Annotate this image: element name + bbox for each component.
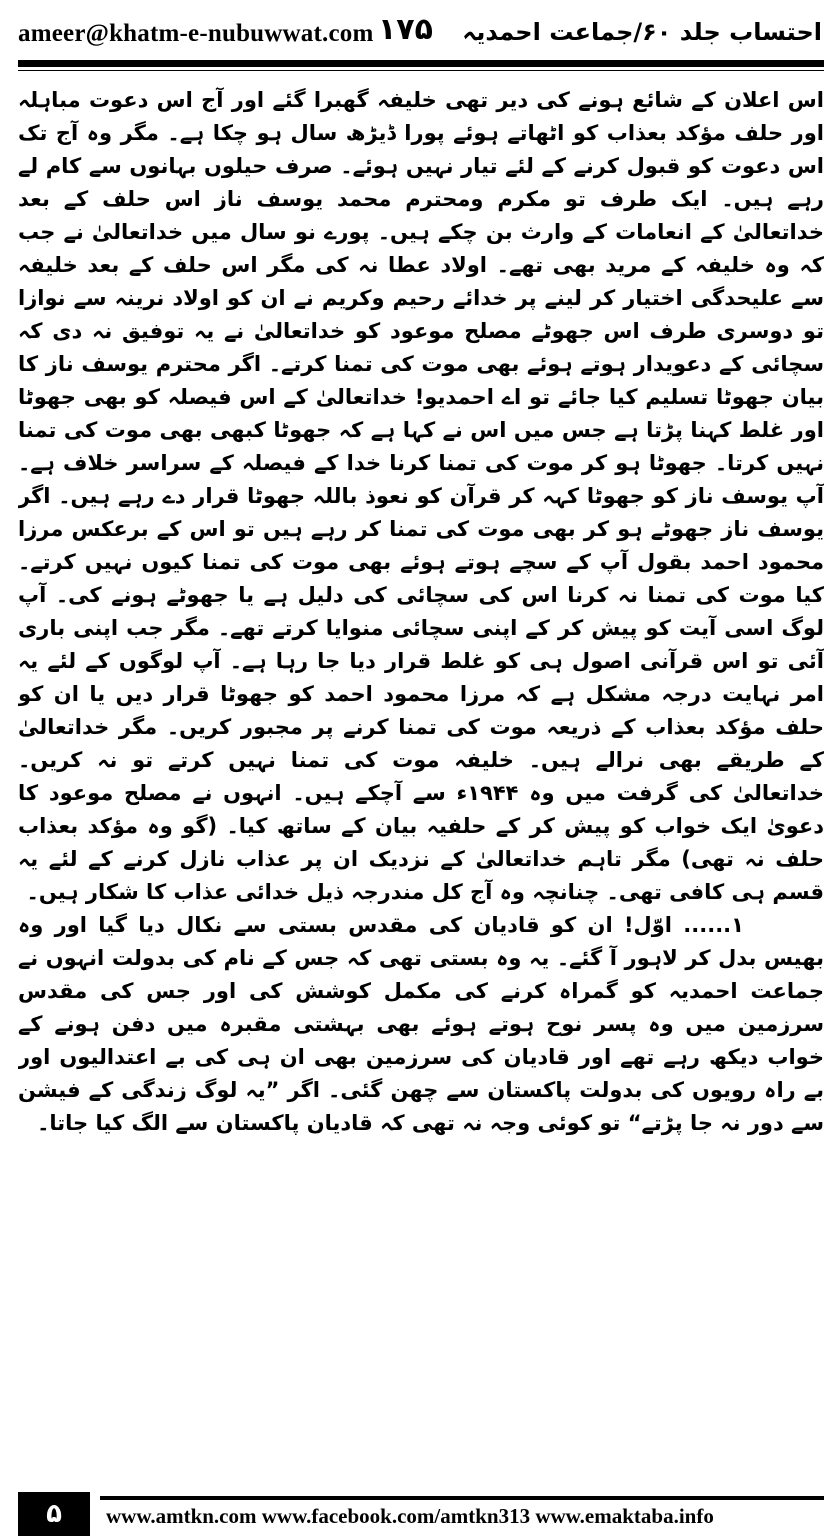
paragraph-1: اس اعلان کے شائع ہونے کی دیر تھی خلیفہ گھبرا گئے اور آج اس دعوت مباہلہ اور حلف مؤکد بعذاب کو اٹھاتے ہوئے پورا ڈیڑھ سال ہو چکا ہے۔ مگر وہ آج تک اس دعوت کو قبول کرنے کے لئے تیار نہیں ہوئے۔ صرف حیلوں بہانوں سے کام لے رہے ہیں۔ ایک طرف تو مکرم ومحترم محمد یوسف ناز اس حلف کے بعد خداتعالیٰ کے انعامات کے وارث بن چکے ہیں۔ پورے نو سال میں خداتعالیٰ نے جب کہ وہ خلیفہ کے مرید بھی تھے۔ اولاد عطا نہ کی مگر اس حلف کے بعد خلیفہ سے علیحدگی اختیار کر لینے پر خدائے رحیم وکریم نے ان کو اولاد نرینہ سے نوازا تو دوسری طرف اس جھوٹے مصلح موعود کو خداتعالیٰ نے یہ توفیق نہ دی کہ سچائی کے دعویدار ہوتے ہوئے بھی موت کی تمنا کرتے۔ اگر محترم یوسف ناز کا بیان جھوٹا تسلیم کیا جائے تو اے احمدیو! خداتعالیٰ کے اس فیصلہ کو بھی جھوٹا اور غلط کہنا پڑتا ہے جس میں اس نے کہا ہے کہ جھوٹا کبھی بھی موت کی تمنا نہیں کرتا۔ جھوٹا ہو کر موت کی تمنا کرنا خدا کے فیصلہ کے سراسر خلاف ہے۔ آپ یوسف ناز کو جھوٹا کہہ کر قرآن کو نعوذ باللہ جھوٹا قرار دے رہے ہیں۔ اگر یوسف ناز جھوٹے ہو کر بھی موت کی تمنا کر رہے ہیں تو اس کے برعکس مرزا محمود احمد بقول آپ کے سچے ہوتے ہوئے بھی موت کی تمنا کیوں نہیں کرتے۔ کیا موت کی تمنا نہ کرنا اس کی سچائی کی دلیل ہے یا جھوٹے ہونے کی۔ آپ لوگ اسی آیت کو پیش کر کے اپنی سچائی منوایا کرتے تھے۔ مگر جب اپنی باری آئی تو اس قرآنی اصول ہی کو غلط قرار دیا جا رہا ہے۔ آپ لوگوں کے لئے یہ امر نہایت درجہ مشکل ہے کہ مرزا محمود احمد کو جھوٹا قرار دیں یا ان کو حلف مؤکد بعذاب کے ذریعہ موت کی تمنا کرنے پر مجبور کریں۔ مگر خداتعالیٰ کے طریقے بھی نرالے ہیں۔ خلیفہ موت کی تمنا نہیں کرتے تو نہ کریں۔ خداتعالیٰ کی گرفت میں وہ ۱۹۴۴ء سے آچکے ہیں۔ انہوں نے مصلح موعود کا دعویٰ ایک خواب کو پیش کر کے حلفیہ بیان کے ساتھ کیا۔ (گو وہ مؤکد بعذاب حلف نہ تھی) مگر تاہم خداتعالیٰ کے نزدیک ان پر عذاب نازل کرنے کے لئے یہ قسم ہی کافی تھی۔ چنانچہ وہ آج کل مندرجہ ذیل خدائی عذاب کا شکار ہیں۔: [18, 88, 824, 904]
footer-page-number: ۵: [18, 1492, 90, 1536]
body-text: [18, 84, 824, 1484]
header-email: ameer@khatm-e-nubuwwat.com: [18, 20, 374, 47]
page-footer: [0, 1492, 840, 1540]
paragraph-2: ۱...... اوّل! ان کو قادیان کی مقدس بستی سے نکال دیا گیا اور وہ بھیس بدل کر لاہور آ گئے۔ یہ وہ بستی تھی کہ جس کے نام کی بدولت انہوں نے جماعت احمدیہ کو گمراہ کرنے کی مکمل کوشش کی اور جس کی مقدس سرزمین میں وہ پسر نوح ہوتے ہوئے بھی بہشتی مقبرہ میں دفن ہونے کے خواب دیکھ رہے تھے اور قادیان کی سرزمین بھی ان ہی کی بے اعتدالیوں اور بے راہ رویوں کی بدولت پاکستان سے چھن گئی۔ اگر ”یہ لوگ زندگی کے فیشن سے دور نہ جا پڑتے“ تو کوئی وجہ نہ تھی کہ قادیان پاکستان سے الگ کیا جاتا۔: [18, 913, 824, 1135]
header-rule-thin: [18, 70, 824, 71]
header-rule-thick: [18, 60, 824, 67]
header-page-number: ۱۷۵: [378, 12, 433, 47]
page-header: [18, 12, 822, 58]
running-title: احتساب جلد ۶۰/جماعت احمدیہ: [462, 18, 822, 46]
footer-links: www.amtkn.com www.facebook.com/amtkn313 www.emaktaba.info: [106, 1504, 714, 1528]
footer-rule: [100, 1496, 824, 1500]
